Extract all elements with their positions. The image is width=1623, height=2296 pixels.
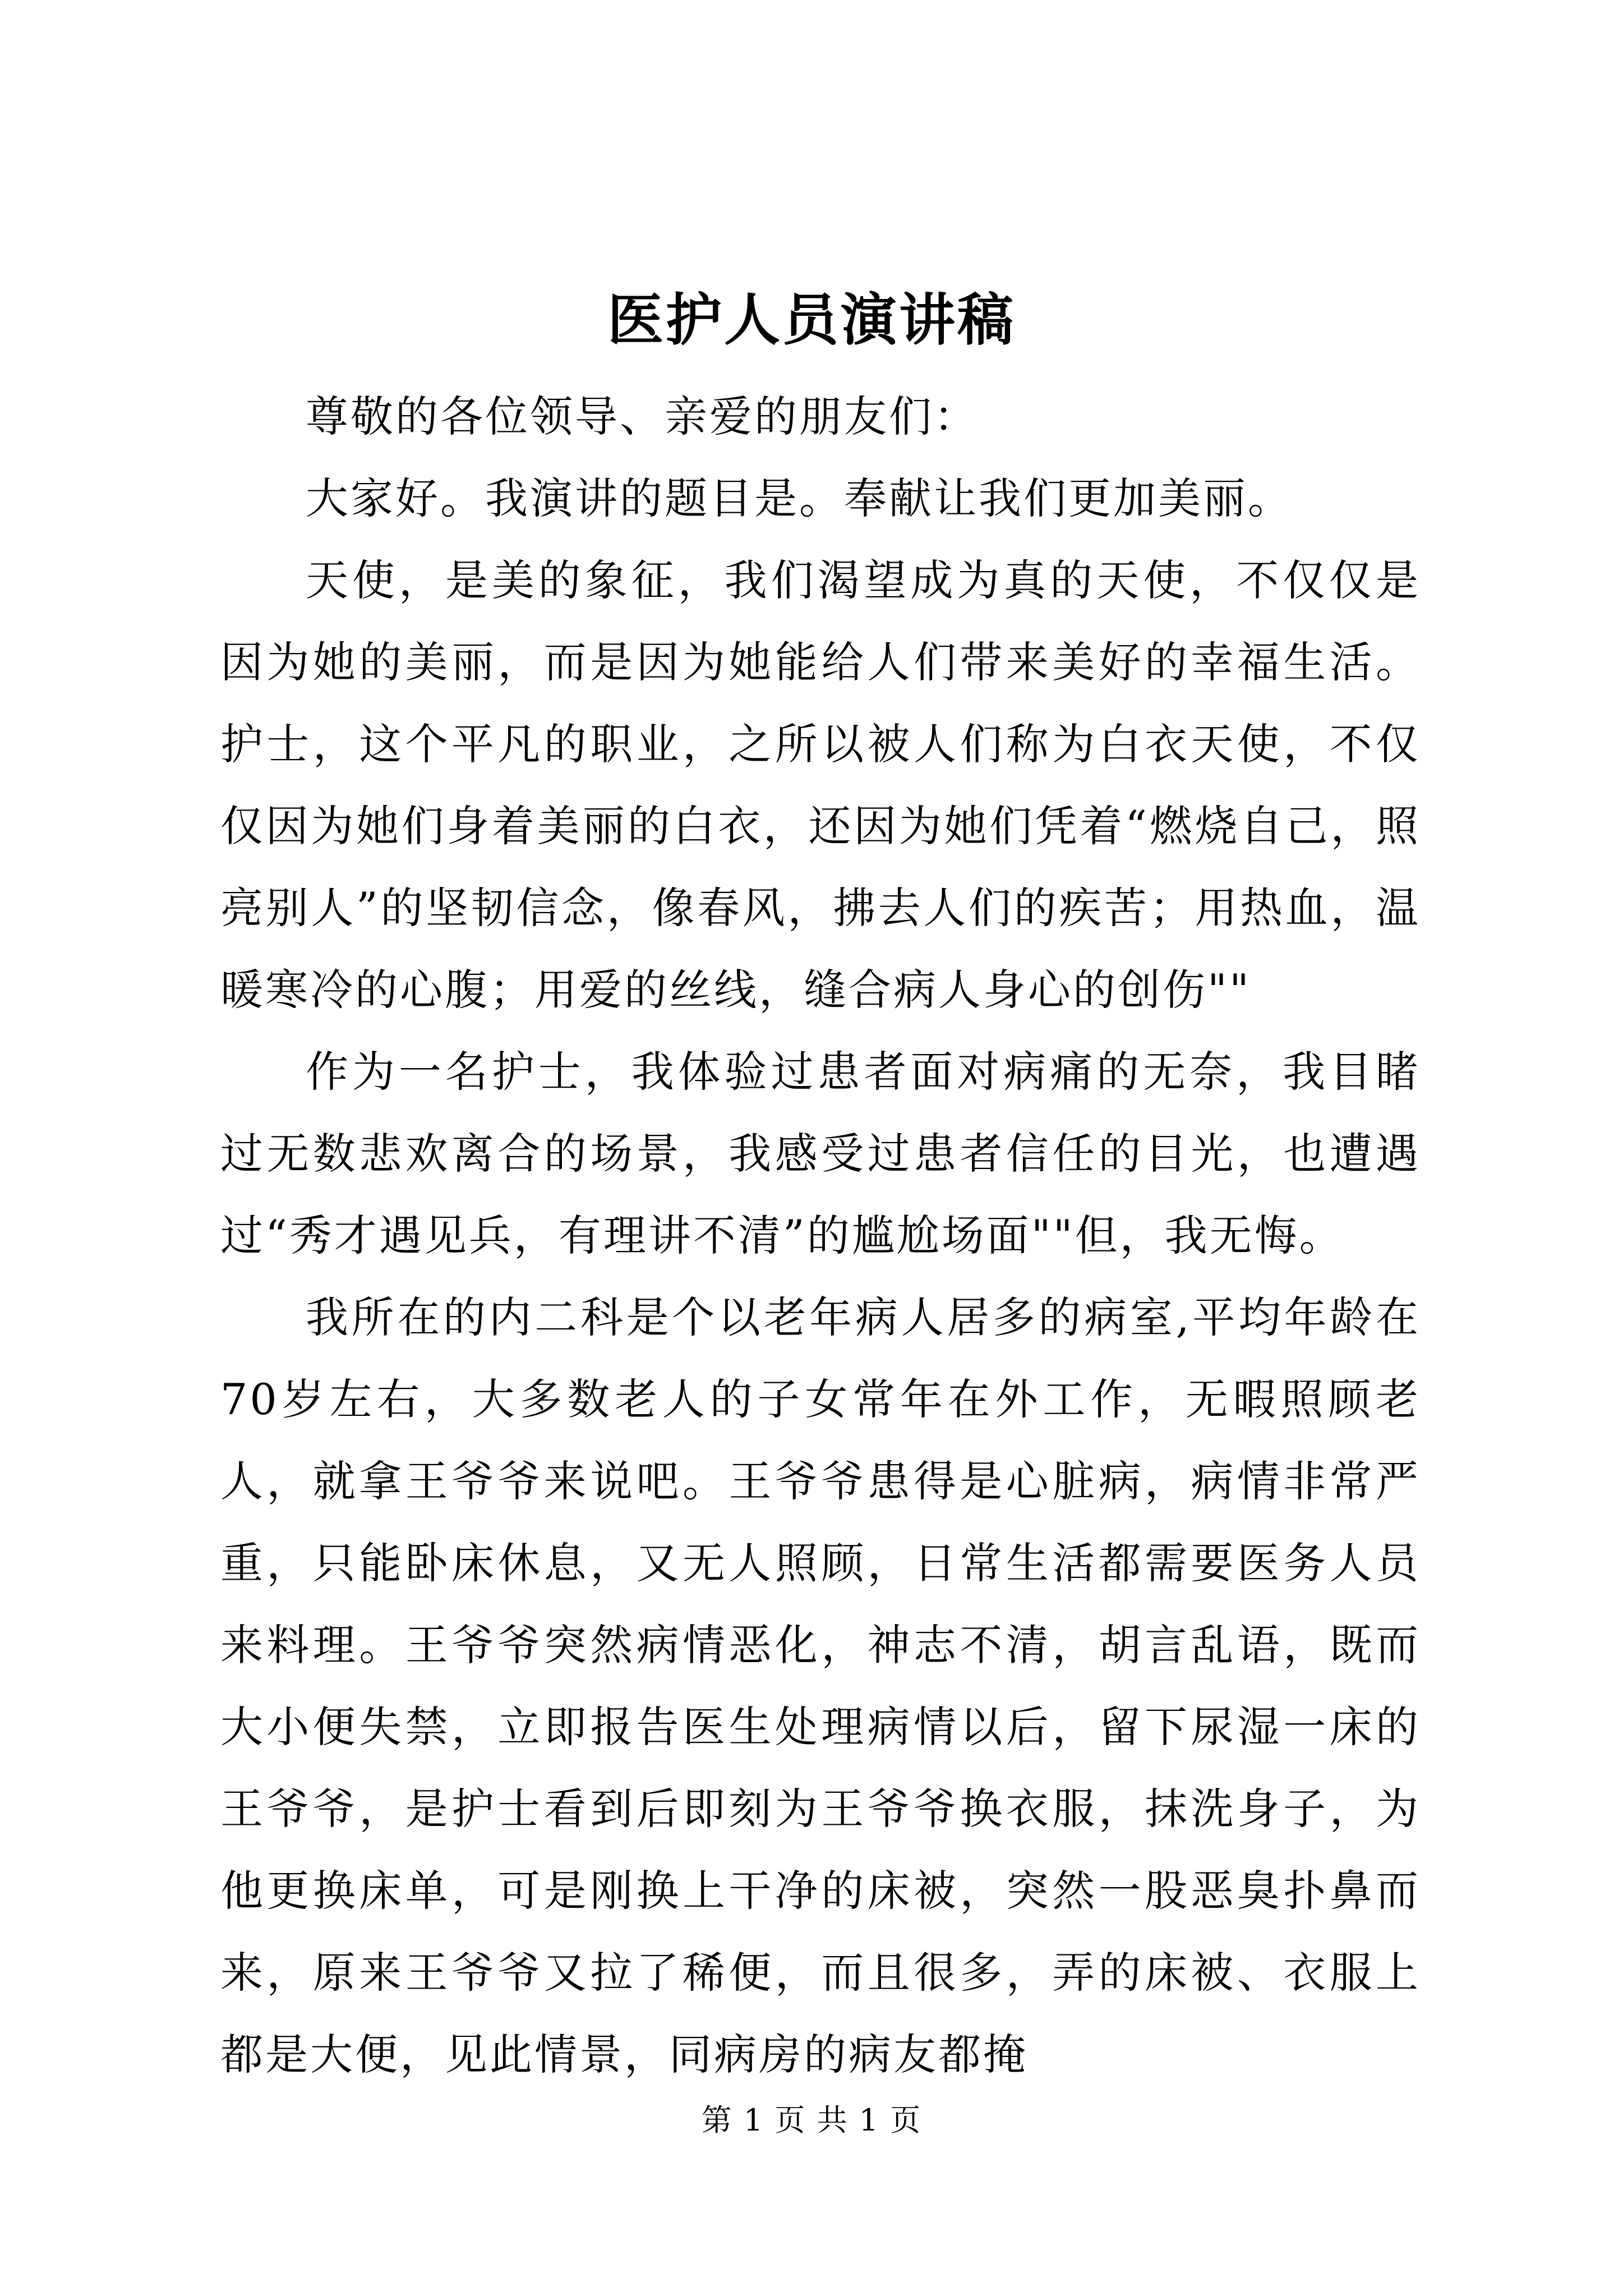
salutation-paragraph: 尊敬的各位领导、亲爱的朋友们： bbox=[306, 392, 979, 441]
greeting-paragraph: 大家好。我演讲的题目是。奉献让我们更加美丽。 bbox=[306, 473, 1293, 523]
page-number-footer: 第 1 页 共 1 页 bbox=[701, 2102, 922, 2138]
document-body bbox=[220, 376, 1421, 2096]
body-paragraph: 作为一名护士，我体验过患者面对病痛的无奈，我目睹过无数悲欢离合的场景，我感受过患者信任的目光，也遭遇过“秀才遇见兵，有理讲不清”的尴尬场面""但，我无悔。 bbox=[220, 1047, 1421, 1260]
body-paragraph: 我所在的内二科是个以老年病人居多的病室,平均年龄在70岁左右，大多数老人的子女常年在外工作，无暇照顾老人，就拿王爷爷来说吧。王爷爷患得是心脏病，病情非常严重，只能卧床休息，又无人照顾，日常生活都需要医务人员来料理。王爷爷突然病情恶化，神志不清，胡言乱语，既而大小便失禁，立即报告医生处理病情以后，留下尿湿一床的王爷爷，是护士看到后即刻为王爷爷换衣服，抹洗身子，为他更换床单，可是刚换上干净的床被，突然一股恶臭扑鼻而来，原来王爷爷又拉了稀便，而且很多，弄的床被、衣服上都是大便，见此情景，同病房的病友都掩 bbox=[220, 1292, 1421, 2079]
document-title: 医护人员演讲稿 bbox=[607, 287, 1016, 353]
body-paragraph: 天使，是美的象征，我们渴望成为真的天使，不仅仅是因为她的美丽，而是因为她能给人们带来美好的幸福生活。护士，这个平凡的职业，之所以被人们称为白衣天使，不仅仅因为她们身着美丽的白衣，还因为她们凭着“燃烧自己，照亮别人”的坚韧信念，像春风，拂去人们的疾苦；用热血，温暖寒冷的心腹；用爱的丝线，缝合病人身心的创伤"" bbox=[220, 555, 1421, 1015]
